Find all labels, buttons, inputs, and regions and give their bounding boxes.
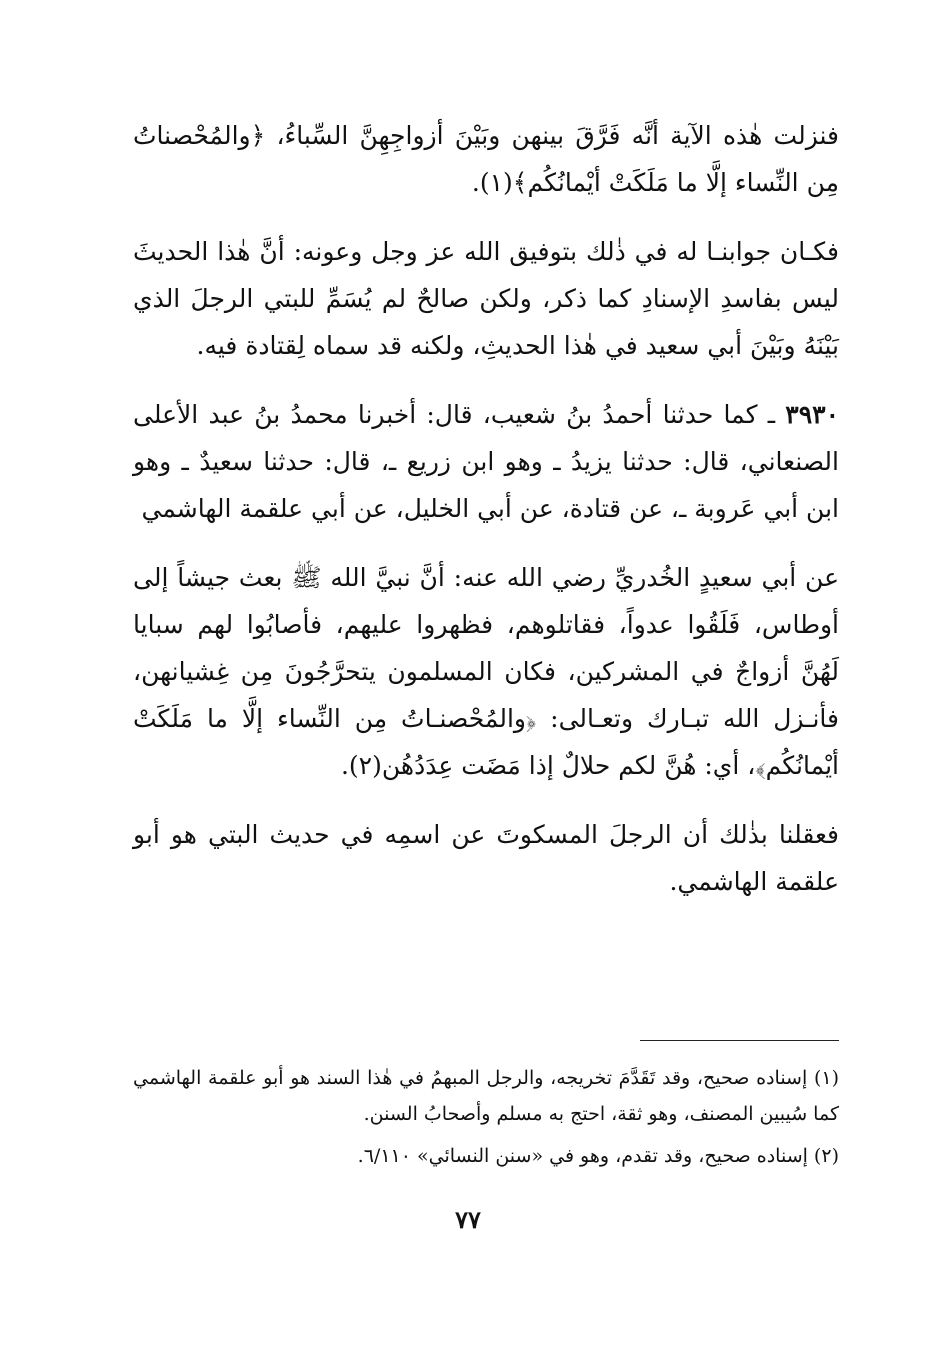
page-number: ٧٧	[455, 1205, 481, 1234]
footnotes	[133, 1060, 839, 1180]
paragraph-1-text: فنزلت هٰذه الآية أنَّه فَرَّقَ بينهن وبَيْنَ أزواجِهِنَّ السِّباءُ، ﴿والمُحْصناتُ مِن النِّساء إلَّا ما مَلَكَتْ أيْمانُكُم﴾(١).	[133, 121, 839, 197]
paragraph-2	[133, 228, 839, 369]
main-text	[133, 112, 839, 927]
paragraph-2-text: فكـان جوابنـا له في ذٰلك بتوفيق الله عز وجل وعونه: أنَّ هٰذا الحديثَ ليس بفاسدِ الإسنادِ كما ذكر، ولكن صالحٌ لم يُسَمِّ للبتي الرجلَ الذي بَيْنَهُ وبَيْنَ أبي سعيد في هٰذا الحديثِ، ولكنه قد سماه لِقتادة فيه.	[133, 237, 839, 360]
footnote-1: (١) إسناده صحيح، وقد تَقَدَّمَ تخريجه، والرجل المبهمُ في هٰذا السند هو أبو علقمة الهاشمي كما سُيبين المصنف، وهو ثقة، احتج به مسلم وأصحابُ السنن.	[133, 1067, 839, 1125]
hadith-number: ٣٩٣٠	[785, 400, 839, 429]
paragraph-5	[133, 811, 839, 905]
footnote-divider	[640, 1040, 839, 1041]
paragraph-3-text: ـ كما حدثنا أحمدُ بنُ شعيب، قال: أخبرنا محمدُ بنُ عبد الأعلى الصنعاني، قال: حدثنا يزيدُ ـ وهو ابن زريع ـ، قال: حدثنا سعيدٌ ـ وهو ابن أبي عَروبة ـ، عن قتادة، عن أبي الخليل، عن أبي علقمة الهاشمي	[133, 400, 839, 523]
footnote-2: (٢) إسناده صحيح، وقد تقدم، وهو في «سنن النسائي» ٦/١١٠.	[357, 1145, 839, 1167]
paragraph-3	[133, 391, 839, 532]
paragraph-1	[133, 112, 839, 206]
paragraph-4	[133, 554, 839, 789]
paragraph-5-text: فعقلنا بذٰلك أن الرجلَ المسكوتَ عن اسمِه في حديث البتي هو أبو علقمة الهاشمي.	[133, 820, 840, 896]
paragraph-4-text: عن أبي سعيدٍ الخُدريِّ رضي الله عنه: أنَّ نبيَّ الله ﷺ بعث جيشاً إلى أوطاس، فَلَقُوا عدواً، فقاتلوهم، فظهروا عليهم، فأصابُوا لهم سبايا لَهُنَّ أزواجٌ في المشركين، فكان المسلمون يتحرَّجُونَ مِن غِشيانهن، فأنـزل الله تبـارك وتعـالى: ﴿والمُحْصنـاتُ مِن النِّساء إلَّا ما مَلَكَتْ أيْمانُكُم﴾، أي: هُنَّ لكم حلالٌ إذا مَضَت عِدَدُهُن(٢).	[133, 563, 839, 780]
